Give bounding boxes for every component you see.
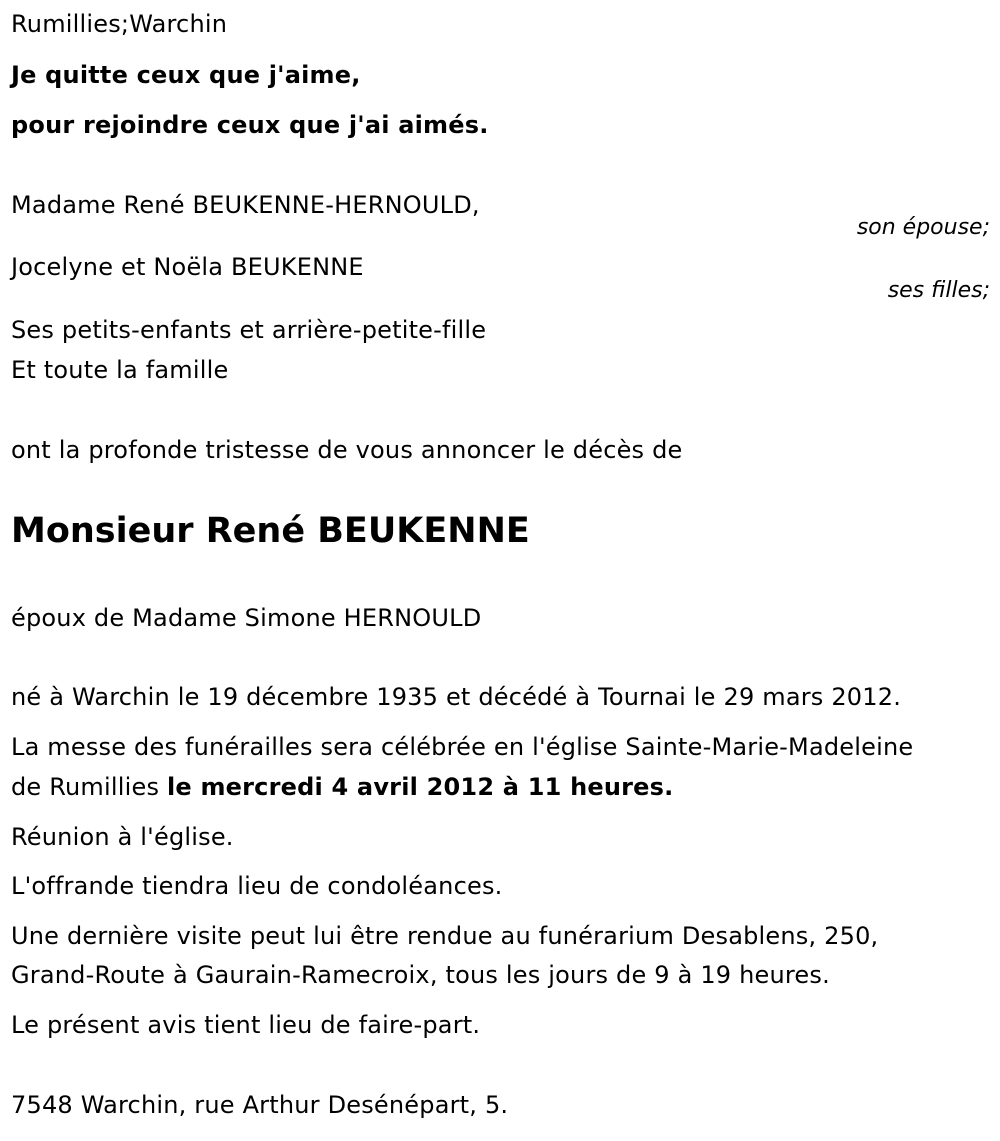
family-line: Et toute la famille — [11, 356, 229, 384]
visit-line-2: Grand-Route à Gaurain-Ramecroix, tous les jours de 9 à 19 heures. — [11, 961, 830, 989]
daughters-line: Jocelyne et Noëla BEUKENNE — [11, 253, 364, 281]
offering-line: L'offrande tiendra lieu de condoléances. — [11, 872, 503, 900]
location-line: Rumillies;Warchin — [11, 10, 228, 38]
quote-line-1: Je quitte ceux que j'aime, — [11, 61, 361, 89]
birth-death-line: né à Warchin le 19 décembre 1935 et décédé à Tournai le 29 mars 2012. — [11, 683, 902, 711]
announcement-line: ont la profonde tristesse de vous annoncer le décès de — [11, 436, 683, 464]
spouse-of-line: époux de Madame Simone HERNOULD — [11, 604, 482, 632]
grandchildren-line: Ses petits-enfants et arrière-petite-fille — [11, 316, 487, 344]
mass-date-time: le mercredi 4 avril 2012 à 11 heures. — [167, 773, 674, 801]
mass-line-1: La messe des funérailles sera célébrée en l'église Sainte-Marie-Madeleine — [11, 733, 914, 761]
visit-line-1: Une dernière visite peut lui être rendue au funérarium Desablens, 250, — [11, 922, 879, 950]
meeting-line: Réunion à l'église. — [11, 823, 234, 851]
daughters-role: ses filles; — [887, 278, 990, 303]
notice-line: Le présent avis tient lieu de faire-part. — [11, 1011, 481, 1039]
mass-line-2 — [11, 773, 673, 801]
spouse-role: son épouse; — [856, 215, 990, 240]
deceased-name: Monsieur René BEUKENNE — [11, 511, 530, 551]
mass-line-2-prefix: de Rumillies — [11, 773, 167, 801]
quote-line-2: pour rejoindre ceux que j'ai aimés. — [11, 111, 489, 139]
address-line: 7548 Warchin, rue Arthur Desénépart, 5. — [11, 1091, 509, 1119]
spouse-line: Madame René BEUKENNE-HERNOULD, — [11, 191, 480, 219]
